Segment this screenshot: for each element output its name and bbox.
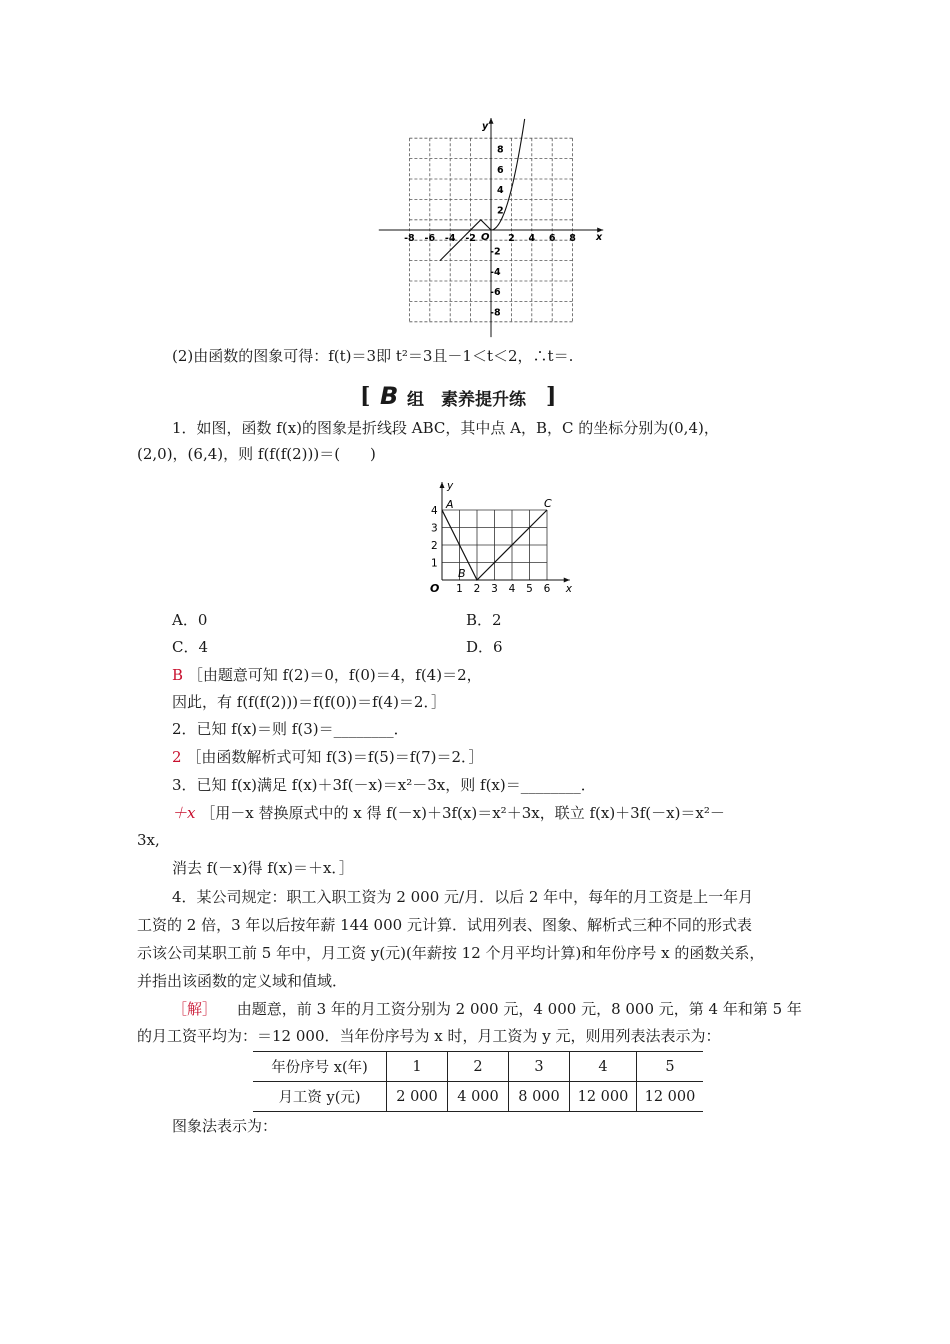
q3-explain1: ［用－x 替换原式中的 x 得 f(－x)＋3f(x)＝x²＋3x，联立 f(x)＋3f(－x)＝x²－ [200,804,725,822]
y-tick-label: 4 [431,505,438,517]
q2-answer-line [172,746,484,768]
x-tick-label: 4 [528,233,536,244]
q1-answer: B [172,666,184,684]
x-tick-label: 6 [543,583,551,595]
y-tick-label: 3 [431,522,438,535]
table-header-cell: 3 [509,1052,570,1082]
x-axis-label: x [596,232,603,243]
q4-graph-text: 图象法表示为： [172,1117,278,1135]
y-axis-label: y [482,120,489,132]
y-axis-arrow [440,482,445,488]
x-tick-label: 1 [456,583,463,595]
q1-line1: 1．如图，函数 f(x)的图象是折线段 ABC，其中点 A，B，C 的坐标分别为(0,4)， [172,419,719,437]
section-header [360,382,600,411]
point-label-a: A [446,498,454,511]
origin-label: O [430,582,440,595]
y-tick-label: -4 [490,266,501,278]
q1-option-d: D．6 [466,638,503,656]
q3-question: 3．已知 f(x)满足 f(x)＋3f(－x)＝x²－3x，则 f(x)＝________． [172,776,596,794]
table-cell: 12 000 [637,1082,704,1112]
table-header-cell: 年份序号 x(年) [253,1052,387,1082]
y-tick-label: 6 [497,164,504,176]
y-tick-label: 4 [497,185,504,197]
section-bracket-left: [ [360,383,371,409]
q3-explain3: 消去 f(－x)得 f(x)＝＋x．］ [172,859,354,877]
table-cell: 8 000 [509,1082,570,1112]
section-title: 组 素养提升练 [407,390,526,410]
q4-sol1: 由题意，前 3 年的月工资分别为 2 000 元，4 000 元，8 000 元，第 4 年和第 5 年 [221,1000,802,1018]
graph1-axes [379,118,603,337]
point-label-c: C [544,497,552,510]
table-row [253,1082,703,1112]
point-label-b: B [458,567,466,580]
y-tick-label: -2 [490,246,501,258]
graph1-labels [404,121,603,319]
table-header-cell: 1 [387,1052,448,1082]
solution-part2: (2)由函数的图象可得：f(t)＝3即 t²＝3且－1＜t＜2，∴t＝. [172,347,574,365]
x-tick-label: 6 [548,233,556,244]
q4-solution-line1 [172,998,802,1020]
table-header-cell: 4 [570,1052,637,1082]
x-tick-label: -2 [465,233,476,244]
q2-answer: 2 [172,748,182,766]
q3-answer-line [172,802,725,824]
q2-explain: ［由函数解析式可知 f(3)＝f(5)＝f(7)＝2．］ [186,748,484,766]
y-tick-label: 8 [497,144,504,156]
x-axis-arrow [564,578,570,583]
salary-table [253,1051,703,1112]
section-bracket-right: ] [546,383,557,409]
q2-question: 2．已知 f(x)＝则 f(3)＝________． [172,720,409,738]
x-tick-label: 8 [569,233,576,244]
table-header-cell: 5 [637,1052,704,1082]
y-tick-label: 2 [497,205,504,217]
function-graph-1 [370,118,620,343]
q4-jie-label: ［解］ [172,1000,218,1018]
x-axis-label: x [565,583,572,595]
q3-answer: ＋x [172,804,196,822]
q1-explain2: 因此，有 f(f(f(2)))＝f(f(0))＝f(4)＝2．］ [172,693,446,711]
q1-line2: (2,0)，(6,4)，则 f(f(f(2)))＝( ) [137,445,376,463]
y-tick-label: 1 [431,557,438,570]
table-cell: 2 000 [387,1082,448,1112]
q4-line2: 工资的 2 倍，3 年以后按年薪 144 000 元计算．试用列表、图象、解析式三种不同的形式表 [137,916,752,934]
graph2-labels [430,480,573,595]
table-row [253,1052,703,1082]
x-tick-label: 2 [473,583,481,595]
q1-option-b: B．2 [466,611,502,629]
table-cell: 月工资 y(元) [253,1082,387,1112]
y-tick-label: -6 [490,287,501,299]
table-cell: 12 000 [570,1082,637,1112]
table-header-cell: 2 [448,1052,509,1082]
q4-sol2: 的月工资平均为：＝12 000．当年份序号为 x 时，月工资为 y 元，则用列表法表示为： [137,1027,721,1045]
x-tick-label: -8 [404,233,415,244]
y-axis-arrow [489,118,494,124]
section-badge: B [380,382,399,410]
q1-answer-line [172,664,482,686]
y-tick-label: -8 [490,307,501,319]
q1-explain1: ［由题意可知 f(2)＝0，f(0)＝4，f(4)＝2， [187,666,482,684]
x-tick-label: 3 [491,583,498,595]
q3-explain2: 3x, [137,831,160,849]
x-tick-label: -4 [444,233,456,244]
q4-line4: 并指出该函数的定义域和值域． [137,972,348,990]
y-tick-label: 2 [431,540,438,552]
function-graph-2 [418,470,578,595]
x-tick-label: 2 [508,233,515,244]
q4-line1: 4．某公司规定：职工入职工资为 2 000 元/月．以后 2 年中，每年的月工资是上一年月 [172,888,754,906]
y-axis-label: y [447,480,454,492]
x-tick-label: 4 [508,583,516,595]
x-tick-label: 5 [526,583,533,595]
x-tick-label: -6 [424,233,436,244]
origin-label: O [481,232,490,243]
table-cell: 4 000 [448,1082,509,1112]
q4-line3: 示该公司某职工前 5 年中，月工资 y(元)(年薪按 12 个月平均计算)和年份序号 x 的函数关系， [137,944,765,962]
q1-option-c: C．4 [172,638,209,656]
q1-option-a: A．0 [172,611,208,629]
